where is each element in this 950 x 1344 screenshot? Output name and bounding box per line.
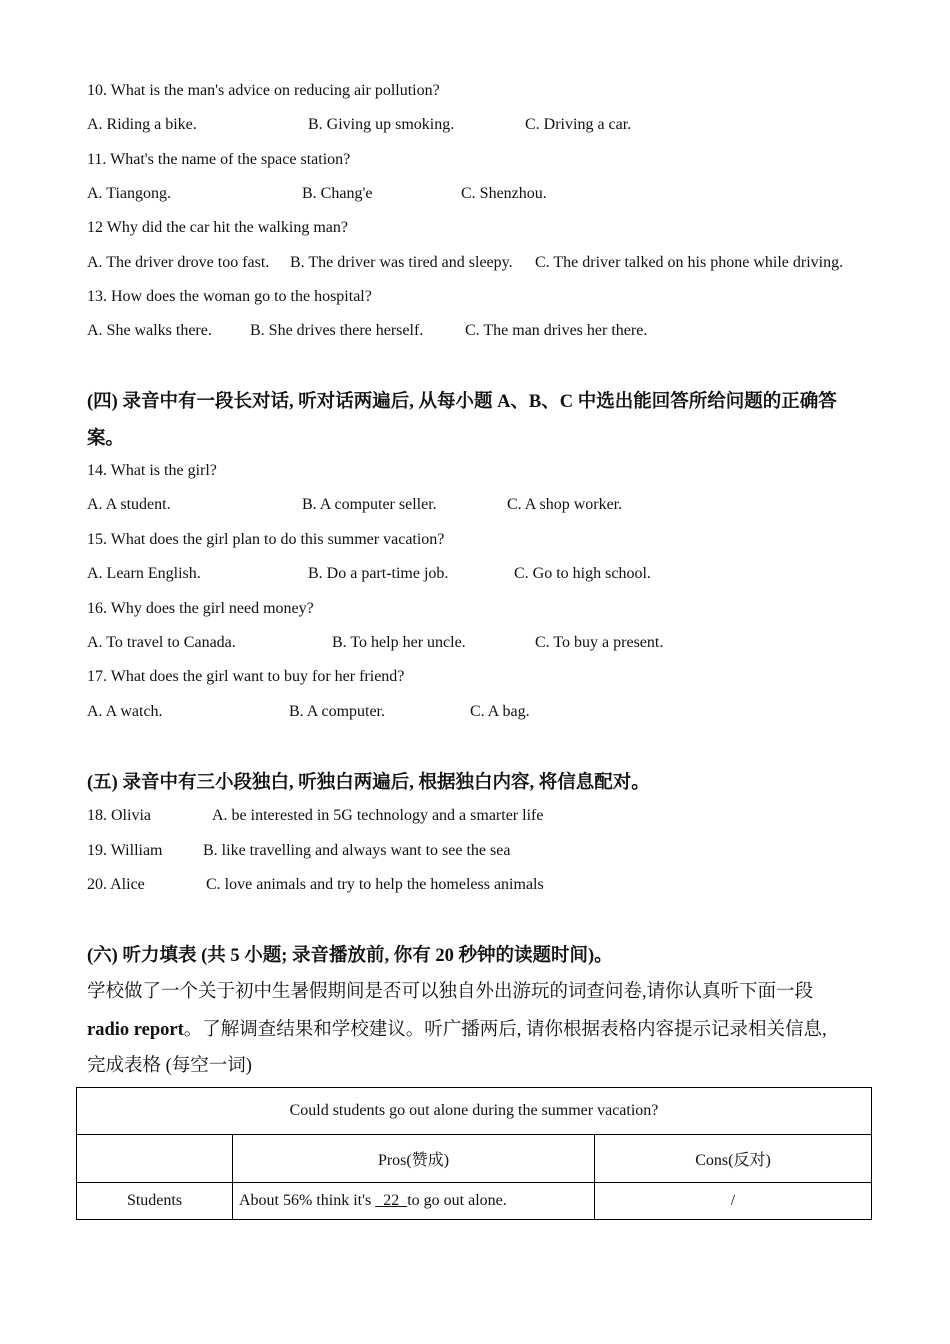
header-empty-cell <box>77 1135 233 1183</box>
students-cons-cell: / <box>595 1183 872 1220</box>
option-a: A. A student. <box>87 496 171 513</box>
question-13: 13. How does the woman go to the hospital? <box>87 288 372 305</box>
option-b: B. A computer seller. <box>302 496 437 513</box>
header-pros: Pros(赞成) <box>233 1135 595 1183</box>
section-6-intro-line3: 完成表格 (每空一词) <box>87 1056 252 1076</box>
option-a: A. Tiangong. <box>87 185 172 202</box>
option-c: C. The driver talked on his phone while driving. <box>535 254 844 271</box>
option-b: B. Chang'e <box>302 185 373 202</box>
blank-22[interactable]: 22 <box>375 1192 408 1209</box>
intro-line2-rest: 。了解调查结果和学校建议。听广播两后, 请你根据表格内容提示记录相关信息, <box>183 1020 827 1040</box>
option-c: C. The man drives her there. <box>465 322 648 339</box>
option-a: A. She walks there. <box>87 322 212 339</box>
table-row <box>77 1183 872 1220</box>
match-name: 20. Alice <box>87 876 145 893</box>
question-15: 15. What does the girl plan to do this summer vacation? <box>87 531 445 548</box>
section-4-heading-line1: (四) 录音中有一段长对话, 听对话两遍后, 从每小题 A、B、C 中选出能回答所给问题的正确答 <box>87 392 837 412</box>
table-title-row <box>77 1088 872 1135</box>
option-b: B. A computer. <box>289 703 385 720</box>
option-c: C. To buy a present. <box>535 634 664 651</box>
row-label-students: Students <box>77 1183 233 1220</box>
section-6-heading: (六) 听力填表 (共 5 小题; 录音播放前, 你有 20 秒钟的读题时间)。 <box>87 946 613 966</box>
option-c: C. Shenzhou. <box>461 185 547 202</box>
option-b: B. Giving up smoking. <box>308 116 455 133</box>
section-4-heading-line2: 案。 <box>87 429 125 449</box>
option-c: C. A shop worker. <box>507 496 623 513</box>
section-5-heading: (五) 录音中有三小段独白, 听独白两遍后, 根据独白内容, 将信息配对。 <box>87 773 650 793</box>
question-16: 16. Why does the girl need money? <box>87 600 314 617</box>
option-a: A. Riding a bike. <box>87 116 197 133</box>
pros-text-before: About 56% think it's <box>239 1192 376 1209</box>
question-10: 10. What is the man's advice on reducing air pollution? <box>87 82 440 99</box>
question-12: 12 Why did the car hit the walking man? <box>87 219 348 236</box>
pros-text-after: to go out alone. <box>407 1192 507 1209</box>
option-b: B. The driver was tired and sleepy. <box>290 254 513 271</box>
option-a: A. To travel to Canada. <box>87 634 236 651</box>
option-a: A. Learn English. <box>87 565 201 582</box>
question-14: 14. What is the girl? <box>87 462 217 479</box>
question-11: 11. What's the name of the space station? <box>87 151 351 168</box>
option-a: A. A watch. <box>87 703 163 720</box>
option-c: C. A bag. <box>470 703 530 720</box>
section-6-intro-line1: 学校做了一个关于初中生暑假期间是否可以独自外出游玩的词查问卷,请你认真听下面一段 <box>87 982 814 1002</box>
match-description: C. love animals and try to help the homeless animals <box>206 876 544 893</box>
match-description: A. be interested in 5G technology and a smarter life <box>212 807 544 824</box>
option-b: B. To help her uncle. <box>332 634 466 651</box>
option-c: C. Go to high school. <box>514 565 651 582</box>
match-name: 18. Olivia <box>87 807 151 824</box>
option-c: C. Driving a car. <box>525 116 632 133</box>
option-b: B. She drives there herself. <box>250 322 424 339</box>
option-b: B. Do a part-time job. <box>308 565 449 582</box>
table-header-row <box>77 1135 872 1183</box>
question-17: 17. What does the girl want to buy for her friend? <box>87 668 405 685</box>
match-description: B. like travelling and always want to see the sea <box>203 842 511 859</box>
header-cons: Cons(反对) <box>595 1135 872 1183</box>
match-name: 19. William <box>87 842 163 859</box>
section-6-intro-line2 <box>87 1015 827 1041</box>
students-pros-cell <box>233 1183 595 1220</box>
survey-table <box>76 1087 872 1220</box>
radio-report-label: radio report <box>87 1020 184 1040</box>
option-a: A. The driver drove too fast. <box>87 254 270 271</box>
table-title: Could students go out alone during the summer vacation? <box>77 1088 872 1135</box>
